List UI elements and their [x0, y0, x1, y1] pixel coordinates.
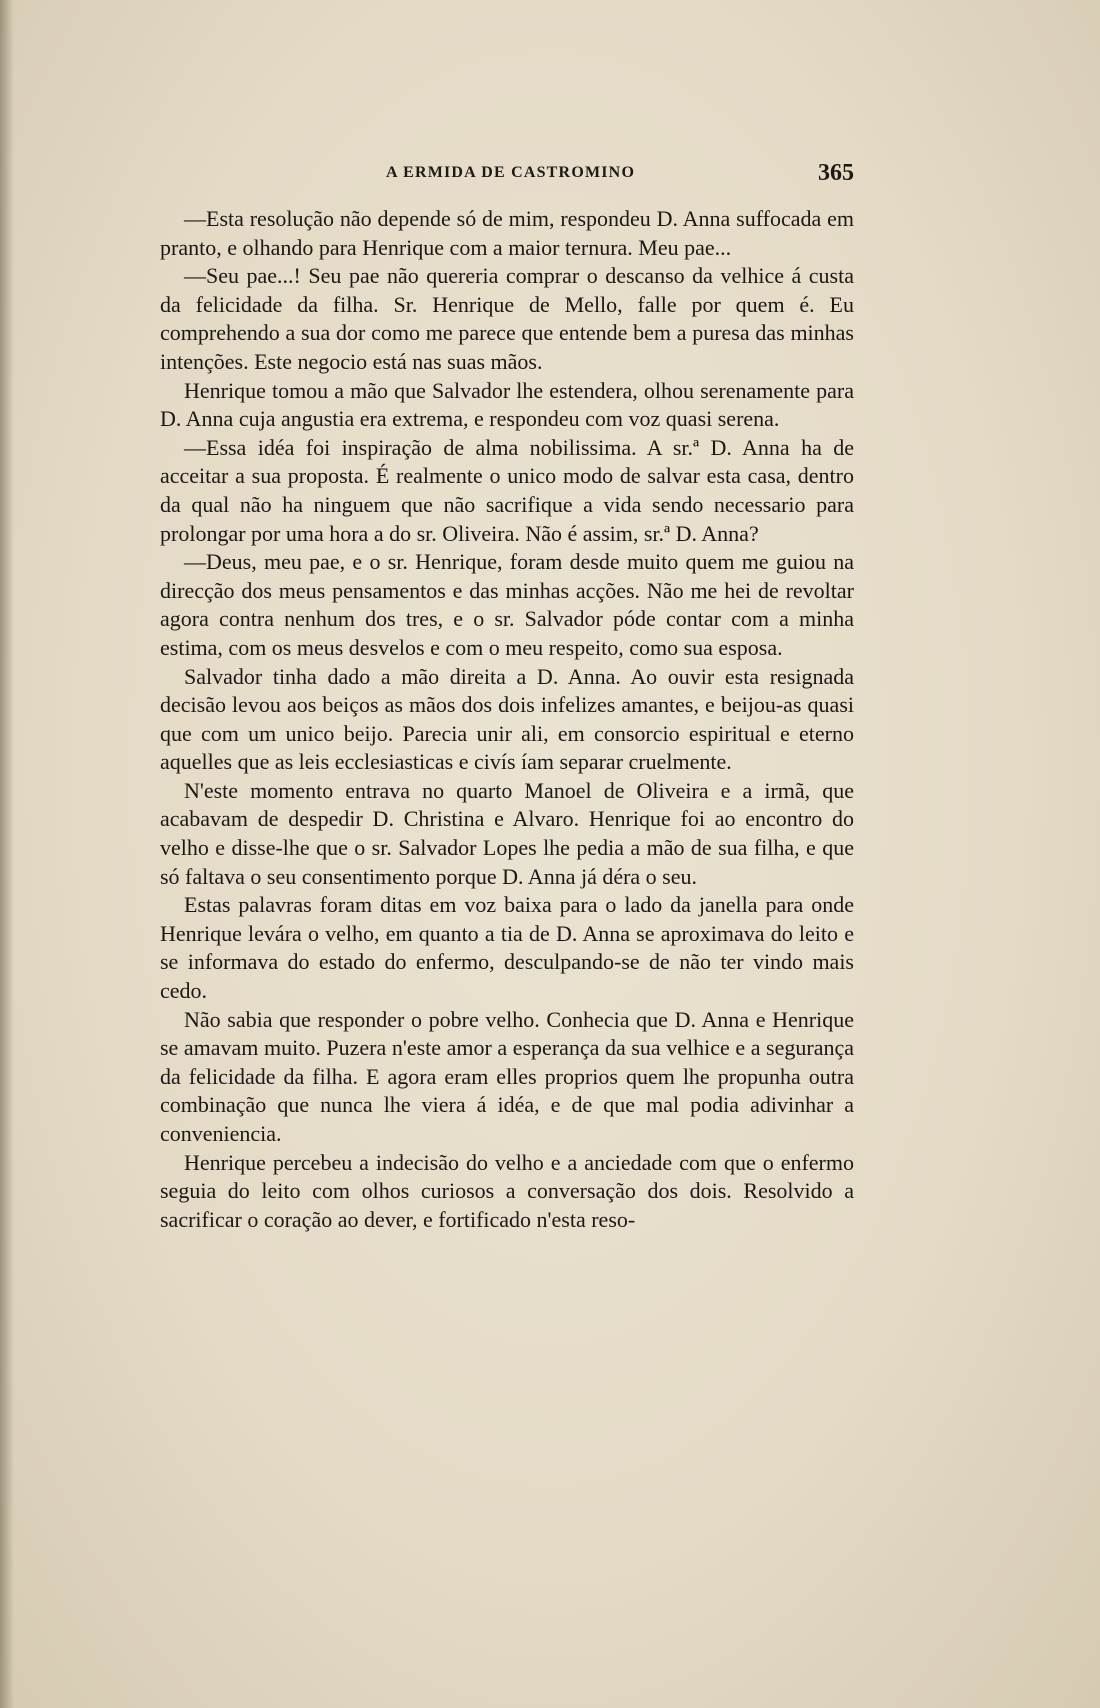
paragraph: N'este momento entrava no quarto Manoel de Oliveira e a irmã, que acabavam de despedir D. Christina e Alvaro. Henrique foi ao encontro do velho e disse-lhe que o sr. Salvador Lopes lhe pedia a mão de sua filha, e que só faltava o seu consentimento porque D. Anna já déra o seu.: [160, 777, 854, 889]
paragraph: Salvador tinha dado a mão direita a D. Anna. Ao ouvir esta resignada decisão levou aos beiços as mãos dos dois infelizes amantes, e beijou-as quasi que com um unico beijo. Parecia unir ali, em consorcio espiritual e eterno aquelles que as leis ecclesiasticas e civís íam separar cruelmente.: [160, 663, 854, 775]
paragraph: Henrique tomou a mão que Salvador lhe estendera, olhou serenamente para D. Anna cuja angustia era extrema, e respondeu com voz quasi serena.: [160, 377, 854, 432]
running-title: A ERMIDA DE CASTROMINO: [386, 164, 636, 181]
paragraph: —Essa idéa foi inspiração de alma nobilissima. A sr.ª D. Anna ha de acceitar a sua proposta. É realmente o unico modo de salvar esta casa, dentro da qual não ha ninguem que não sacrifique a vida sendo necessario para prolongar por uma hora a do sr. Oliveira. Não é assim, sr.ª D. Anna?: [160, 434, 854, 546]
paragraph: Estas palavras foram ditas em voz baixa para o lado da janella para onde Henrique levára o velho, em quanto a tia de D. Anna se aproximava do leito e se informava do estado do enfermo, desculpando-se de não ter vindo mais cedo.: [160, 892, 854, 1004]
paragraph: —Esta resolução não depende só de mim, respondeu D. Anna suffocada em pranto, e olhando para Henrique com a maior ternura. Meu pae...: [160, 206, 854, 260]
paragraph: —Seu pae...! Seu pae não quereria comprar o descanso da velhice á custa da felicidade da filha. Sr. Henrique de Mello, falle por quem é. Eu comprehendo a sua dor como me parece que entende bem a puresa das minhas intenções. Este negocio está nas suas mãos.: [160, 263, 854, 374]
page-number: 365: [818, 160, 854, 186]
paragraph: Não sabia que responder o pobre velho. Conhecia que D. Anna e Henrique se amavam muito. Puzera n'este amor a esperança da sua velhice e a segurança da felicidade da filha. E agora eram elles proprios quem lhe propunha outra combinação que nunca lhe viera á idéa, e de que mal podia adivinhar a conveniencia.: [160, 1006, 854, 1146]
paragraph: Henrique percebeu a indecisão do velho e a anciedade com que o enfermo seguia do leito com olhos curiosos a conversação dos dois. Resolvido a sacrificar o coração ao dever, e fortificado n'esta reso-: [160, 1149, 854, 1232]
page-header: [160, 160, 860, 190]
page-body: [160, 205, 854, 1234]
paragraph: —Deus, meu pae, e o sr. Henrique, foram desde muito quem me guiou na direcção dos meus pensamentos e das minhas acções. Não me hei de revoltar agora contra nenhum dos tres, e o sr. Salvador póde contar com a minha estima, com os meus desvelos e com o meu respeito, como sua esposa.: [160, 549, 854, 660]
